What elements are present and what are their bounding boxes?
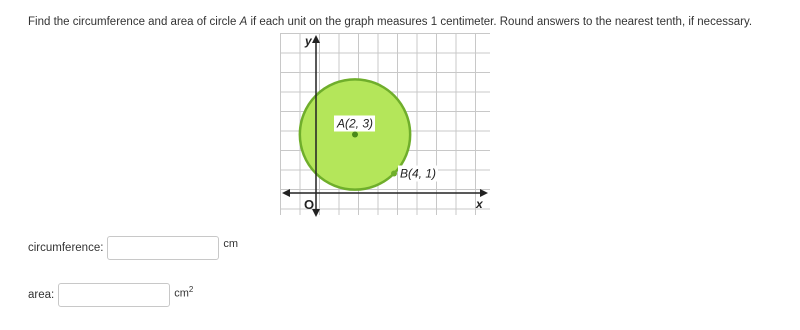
origin-label: O <box>304 197 315 212</box>
question-suffix: if each unit on the graph measures 1 centimeter. Round answers to the nearest tenth, if necessary. <box>247 16 753 28</box>
area-input[interactable] <box>58 283 170 307</box>
center-label: A(2, 3) <box>337 116 374 131</box>
x-axis-arrow-left <box>282 189 290 197</box>
y-axis-label: y <box>305 34 312 48</box>
question-prefix: Find the circumference and area of circle <box>28 16 240 28</box>
area-unit <box>174 285 193 300</box>
area-row <box>28 283 193 307</box>
circumference-row <box>28 236 238 260</box>
graph-svg <box>280 33 490 215</box>
circumference-label: circumference: <box>28 242 104 254</box>
x-axis-label: x <box>476 197 483 211</box>
area-label: area: <box>28 289 55 301</box>
area-unit-exponent: 2 <box>188 285 194 294</box>
circumference-unit: cm <box>223 238 239 250</box>
circle-name: A <box>239 16 248 28</box>
question-text <box>28 15 752 29</box>
area-unit-base: cm <box>174 287 189 300</box>
x-axis-arrow-right <box>480 189 488 197</box>
y-axis-arrow-up <box>312 35 320 43</box>
point-b-label: B(4, 1) <box>400 166 437 181</box>
coordinate-graph <box>280 33 490 215</box>
circumference-input[interactable] <box>107 236 219 260</box>
point-b <box>391 171 397 177</box>
center-point-a <box>352 132 358 138</box>
